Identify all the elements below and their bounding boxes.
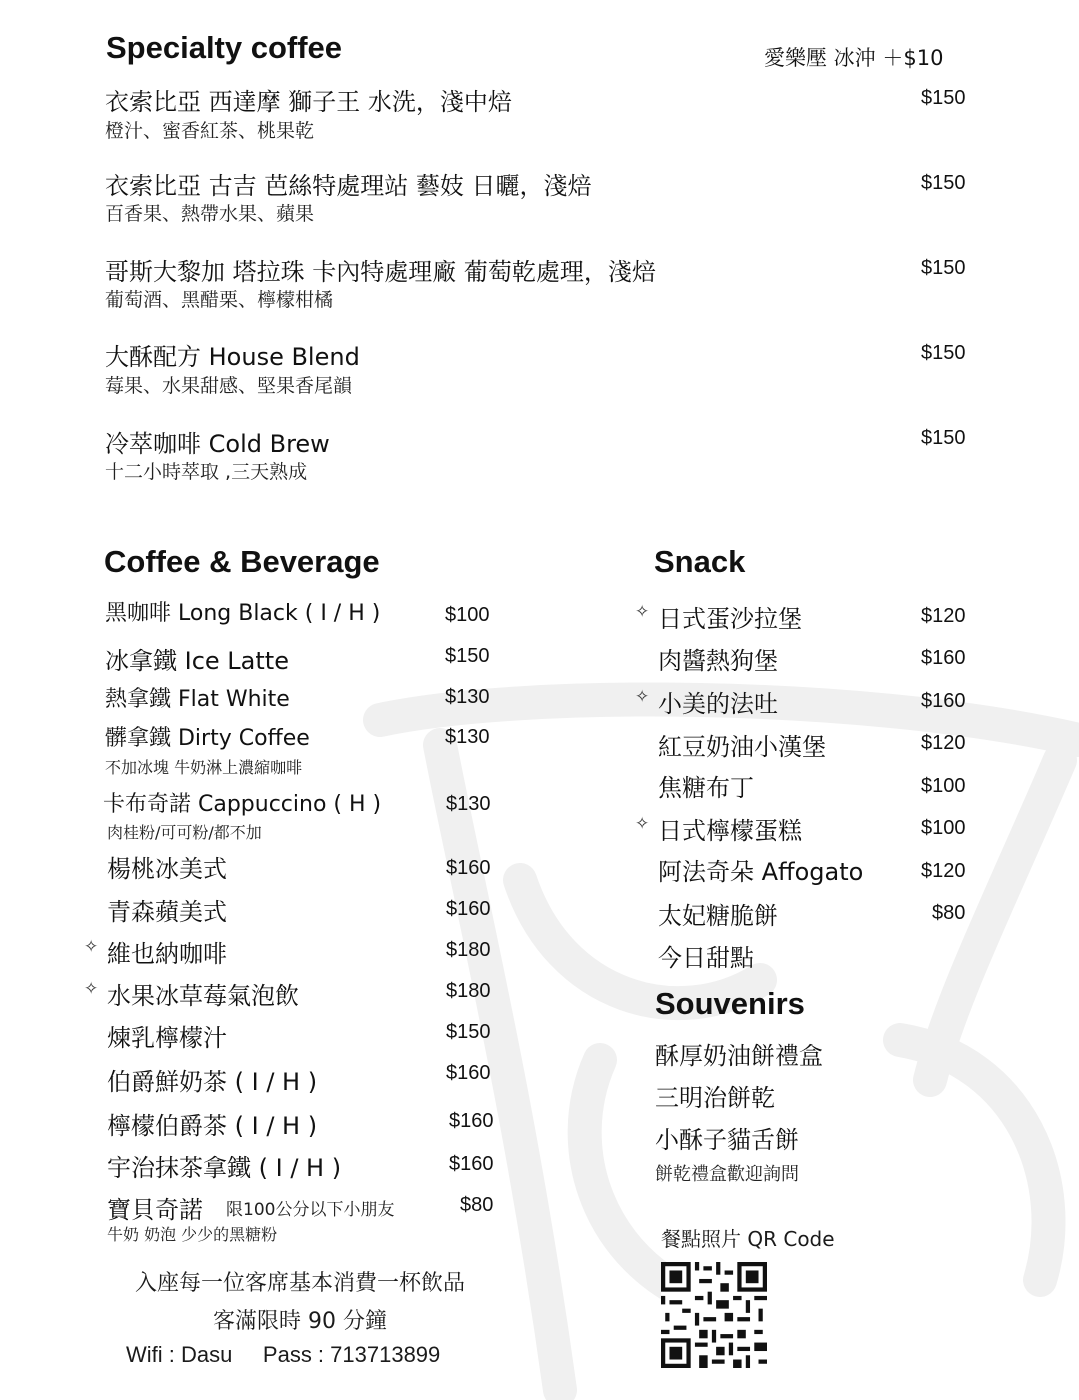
- snack-item-price: $80: [932, 902, 966, 924]
- beverage-item-name: 煉乳檸檬汁: [107, 1024, 227, 1052]
- min-order-rule: 入座每一位客席基本消費一杯飲品: [134, 1271, 465, 1296]
- sparkle-icon: ✧: [84, 979, 99, 999]
- beverage-item-price: $180: [446, 939, 491, 961]
- beverage-item-price: $160: [449, 1153, 494, 1175]
- beverage-item-name: 伯爵鮮奶茶 ( I / H ): [107, 1068, 318, 1096]
- beverage-item-name: 水果冰草莓氣泡飲: [107, 982, 299, 1010]
- beverage-item-name: 維也納咖啡: [107, 940, 227, 968]
- specialty-item-notes: 葡萄酒、黑醋栗、檸檬柑橘: [105, 289, 334, 311]
- aeropress-addon: 愛樂壓 冰沖 ＋$10: [764, 46, 944, 70]
- sparkle-icon: ✧: [635, 687, 650, 707]
- beverage-item-price: $180: [446, 980, 491, 1002]
- beverage-item-price: $150: [446, 1021, 491, 1043]
- beverage-item-price: $130: [445, 726, 490, 748]
- specialty-item-name: 衣索比亞 古吉 芭絲特處理站 藝妓 日曬，淺焙: [105, 172, 592, 200]
- beverage-item-price: $130: [445, 686, 490, 708]
- beverage-item-price: $150: [445, 645, 490, 667]
- snack-item-name: 小美的法吐: [658, 690, 778, 718]
- beverage-item-name: 楊桃冰美式: [107, 855, 227, 883]
- beverage-item-name: 青森蘋美式: [107, 898, 227, 926]
- beverage-item-price: $160: [449, 1110, 494, 1132]
- snack-item-name: 阿法奇朵 Affogato: [658, 858, 864, 886]
- snack-item-name: 今日甜點: [658, 944, 754, 972]
- sparkle-icon: ✧: [635, 602, 650, 622]
- souvenir-item: 小酥子貓舌餅: [655, 1126, 799, 1154]
- beverage-item-price: $160: [446, 898, 491, 920]
- snack-item-name: 肉醬熱狗堡: [658, 647, 778, 675]
- snack-item-price: $100: [921, 817, 966, 839]
- specialty-item-notes: 百香果、熱帶水果、蘋果: [105, 203, 315, 225]
- snack-title: Snack: [654, 544, 746, 579]
- souvenirs-title: Souvenirs: [655, 986, 805, 1021]
- snack-item-name: 太妃糖脆餅: [658, 902, 778, 930]
- souvenir-item: 三明治餅乾: [655, 1084, 775, 1112]
- sparkle-icon: ✧: [635, 814, 650, 834]
- beverage-item-note: 不加冰塊 牛奶淋上濃縮咖啡: [105, 758, 303, 777]
- beverage-item-price: $160: [446, 1062, 491, 1084]
- qr-label: 餐點照片 QR Code: [661, 1227, 835, 1251]
- specialty-item-name: 冷萃咖啡 Cold Brew: [105, 430, 330, 458]
- specialty-item-name: 大酥配方 House Blend: [105, 343, 360, 371]
- beverage-item-price: $130: [446, 793, 491, 815]
- specialty-item-price: $150: [921, 257, 966, 279]
- beverage-item-price: $80: [460, 1194, 494, 1216]
- beverage-item-name: 宇治抹茶拿鐵 ( I / H ): [107, 1154, 342, 1182]
- snack-item-price: $120: [921, 860, 966, 882]
- specialty-item-name: 衣索比亞 西達摩 獅子王 水洗，淺中焙: [105, 88, 512, 116]
- beverage-item-price: $160: [446, 857, 491, 879]
- beverage-item-note: 牛奶 奶泡 少少的黑糖粉: [107, 1225, 278, 1244]
- specialty-item-notes: 莓果、水果甜感、堅果香尾韻: [105, 375, 353, 397]
- snack-item-price: $160: [921, 690, 966, 712]
- specialty-item-price: $150: [921, 87, 966, 109]
- souvenir-note: 餅乾禮盒歡迎詢問: [655, 1164, 799, 1185]
- time-limit-rule: 客滿限時 90 分鐘: [213, 1309, 387, 1334]
- wifi-info: Wifi : Dasu Pass : 713713899: [126, 1342, 441, 1367]
- snack-item-price: $100: [921, 775, 966, 797]
- beverage-title: Coffee & Beverage: [104, 544, 380, 579]
- beverage-item-name: 卡布奇諾 Cappuccino ( H ): [103, 792, 382, 817]
- beverage-item-name: 檸檬伯爵茶 ( I / H ): [107, 1112, 318, 1140]
- specialty-item-price: $150: [921, 427, 966, 449]
- beverage-item-name: 熱拿鐵 Flat White: [105, 687, 290, 712]
- specialty-title: Specialty coffee: [106, 30, 343, 65]
- specialty-item-notes: 十二小時萃取 ,三天熟成: [105, 461, 308, 483]
- beverage-item-price: $100: [445, 604, 490, 626]
- specialty-item-notes: 橙汁、蜜香紅茶、桃果乾: [105, 120, 315, 142]
- sparkle-icon: ✧: [84, 937, 99, 957]
- souvenir-item: 酥厚奶油餅禮盒: [655, 1042, 823, 1070]
- snack-item-price: $160: [921, 647, 966, 669]
- specialty-item-name: 哥斯大黎加 塔拉珠 卡內特處理廠 葡萄乾處理，淺焙: [105, 258, 656, 286]
- beverage-item-name: 黑咖啡 Long Black ( I / H ): [105, 601, 381, 626]
- specialty-item-price: $150: [921, 172, 966, 194]
- snack-item-name: 焦糖布丁: [658, 774, 754, 802]
- beverage-item-note: 肉桂粉/可可粉/都不加: [107, 823, 262, 842]
- specialty-item-price: $150: [921, 342, 966, 364]
- beverage-item-name: 髒拿鐵 Dirty Coffee: [105, 726, 310, 751]
- snack-item-price: $120: [921, 605, 966, 627]
- qr-code[interactable]: [661, 1262, 767, 1368]
- beverage-item-tag: 限100公分以下小朋友: [226, 1200, 395, 1220]
- snack-item-name: 日式檸檬蛋糕: [658, 817, 802, 845]
- beverage-item-name: 寶貝奇諾: [107, 1196, 203, 1224]
- beverage-item-name: 冰拿鐵 Ice Latte: [105, 647, 289, 675]
- snack-item-name: 紅豆奶油小漢堡: [658, 733, 826, 761]
- snack-item-price: $120: [921, 732, 966, 754]
- snack-item-name: 日式蛋沙拉堡: [658, 605, 802, 633]
